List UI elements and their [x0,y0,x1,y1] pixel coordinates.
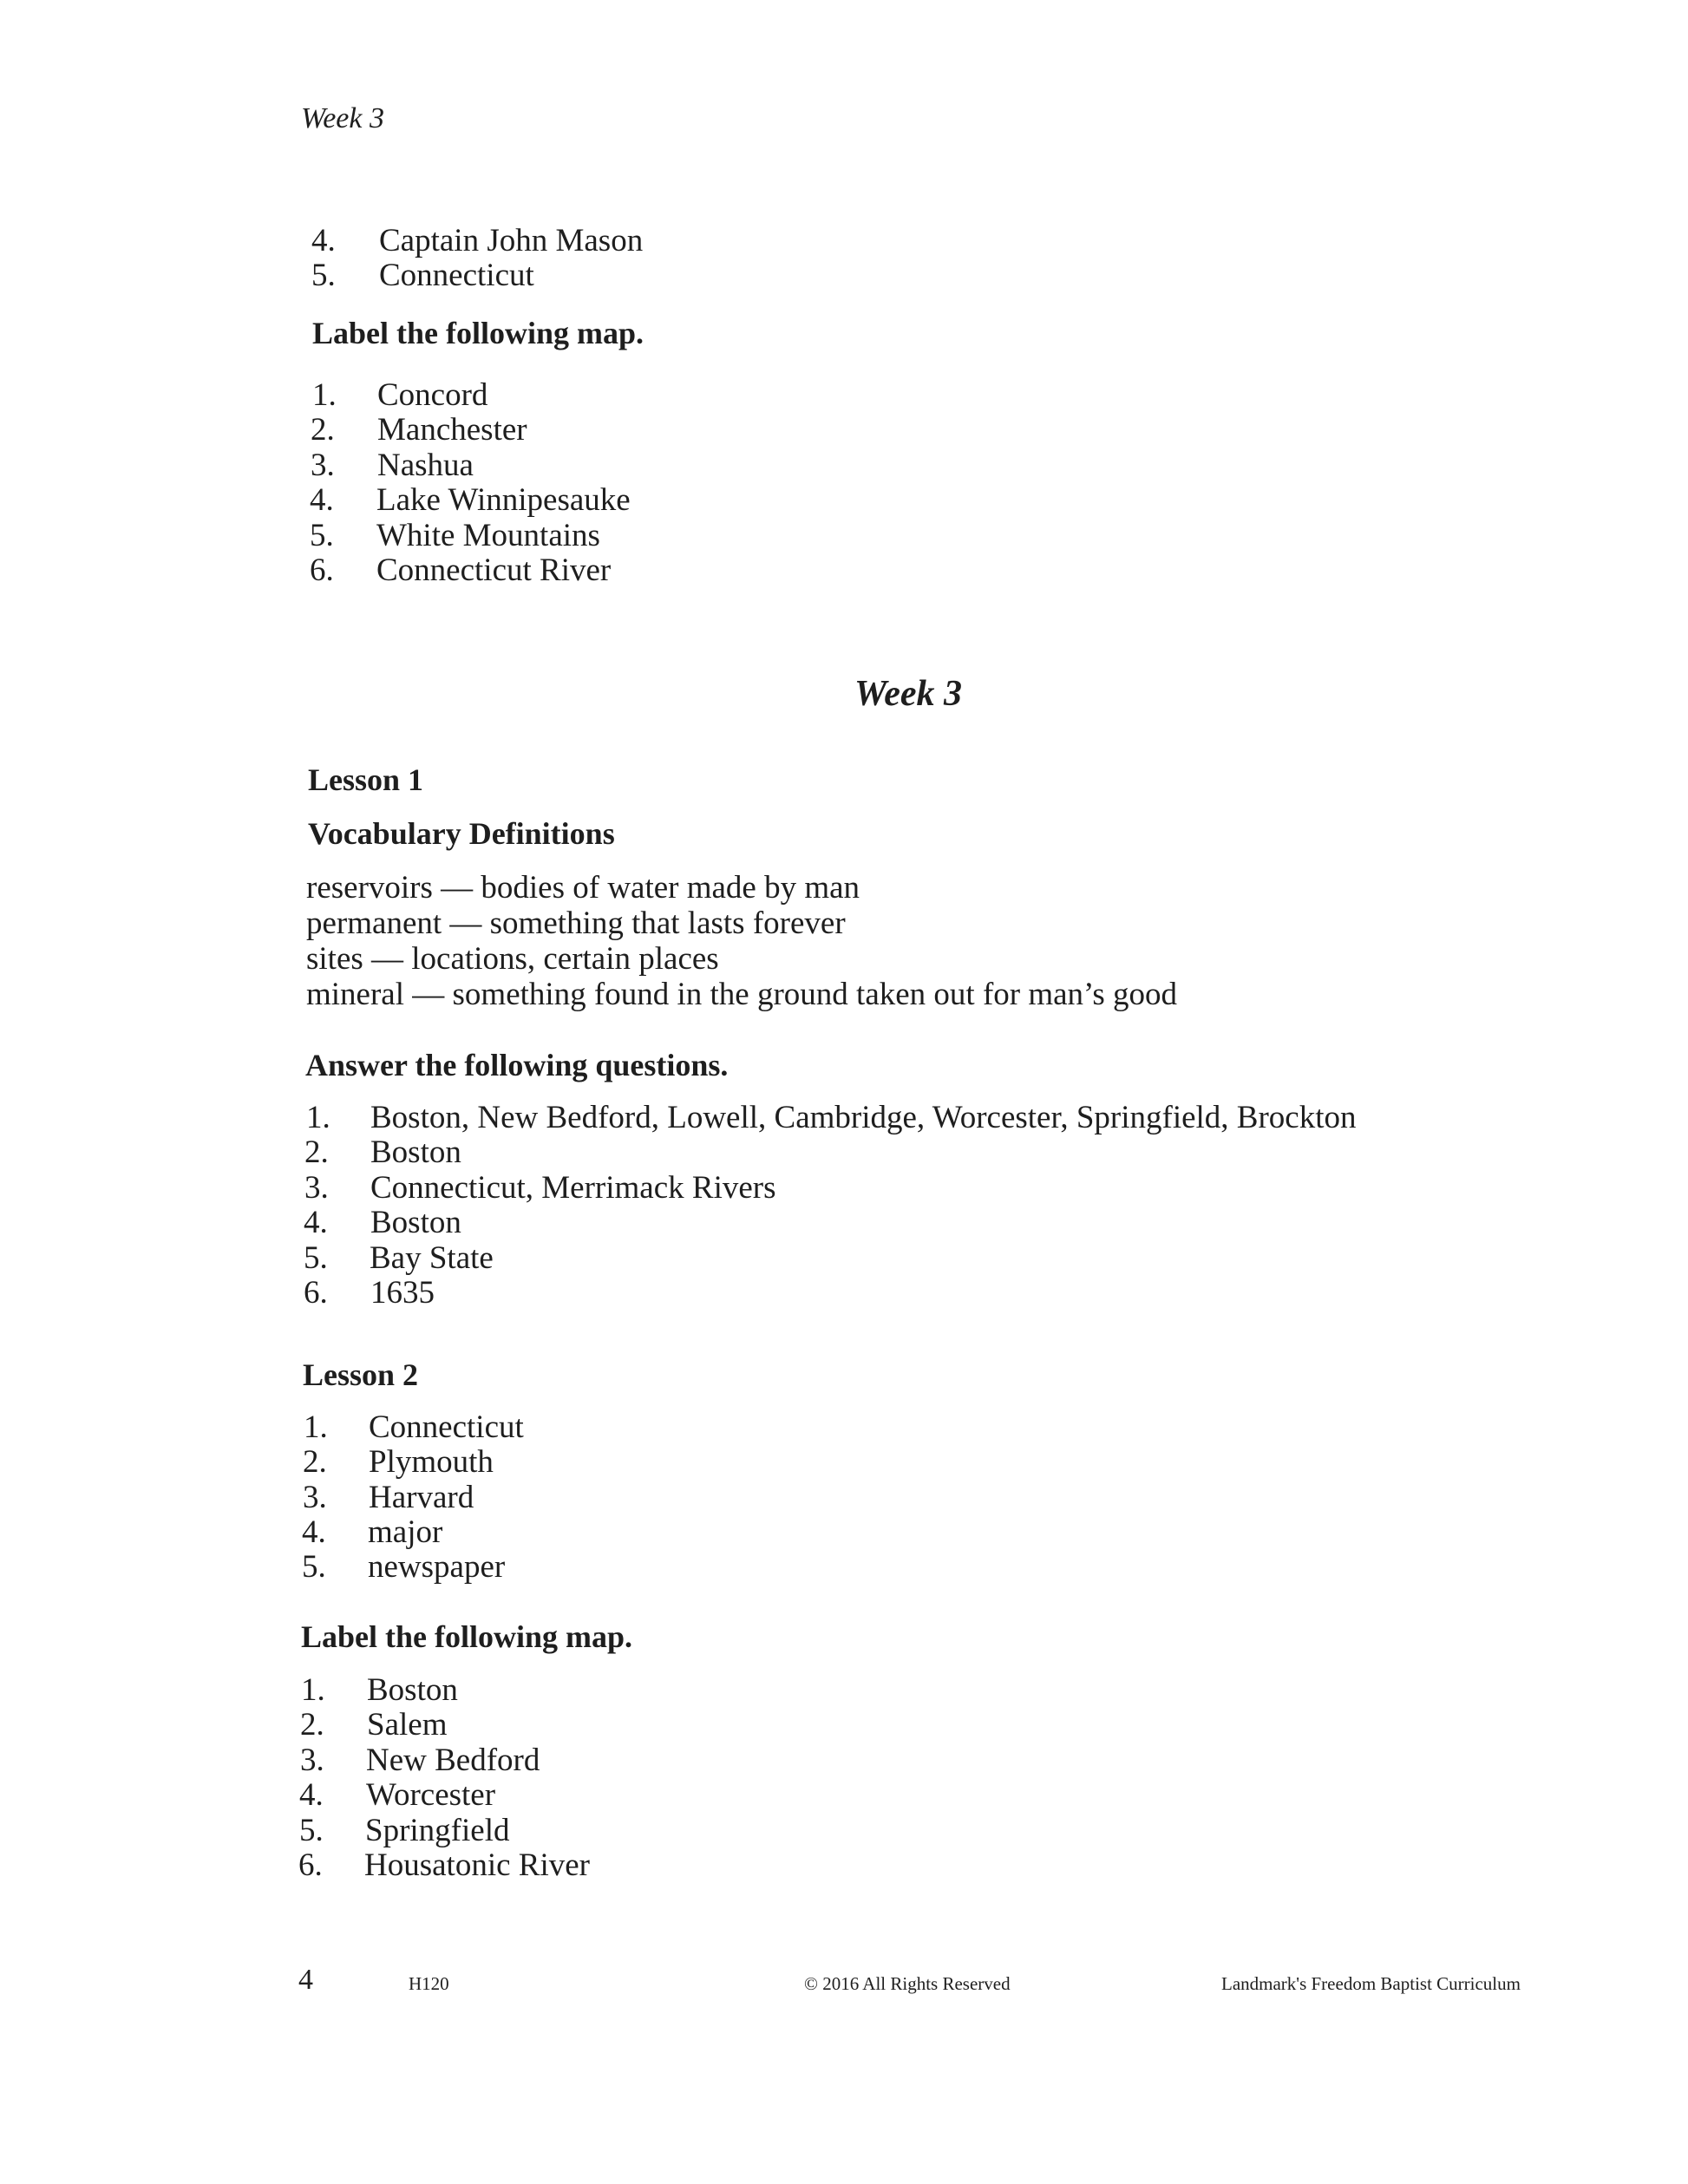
item-number: 3. [303,1480,327,1515]
course-code: H120 [409,1973,449,1994]
item-text: Boston [370,1205,461,1240]
item-text: Manchester [377,412,527,448]
item-text: Connecticut [379,258,534,293]
item-number: 2. [300,1707,324,1743]
item-number: 4. [310,482,334,518]
vocab-definition: something found in the ground taken out for man’s good [452,977,1177,1012]
vocab-entry [306,978,1177,1010]
item-number: 3. [311,448,335,483]
running-header: Week 3 [301,102,384,134]
map-heading: Label the following map. [301,1619,633,1654]
publisher-name: Landmark's Freedom Baptist Curriculum [1221,1973,1521,1994]
item-text: Worcester [366,1777,496,1813]
item-text: Salem [367,1707,448,1743]
lesson2-title: Lesson 2 [303,1357,419,1392]
item-number: 3. [300,1743,324,1778]
item-text: 1635 [370,1275,435,1311]
item-number: 2. [304,1135,329,1170]
item-text: Harvard [369,1480,474,1515]
vocab-term: permanent [306,906,442,941]
item-text: Concord [377,377,488,413]
item-number: 6. [310,553,334,588]
em-dash: — [449,906,482,941]
item-text: Springfield [365,1813,510,1848]
week-title: Week 3 [854,674,963,714]
item-text: Connecticut [369,1409,524,1445]
item-number: 2. [311,412,335,448]
item-number: 5. [311,258,336,293]
item-number: 5. [302,1549,326,1585]
vocab-definition: something that lasts forever [489,906,846,941]
lesson1-title: Lesson 1 [308,762,424,797]
vocab-heading: Vocabulary Definitions [308,816,615,851]
item-number: 5. [299,1813,324,1848]
item-text: Boston [367,1672,458,1708]
em-dash: — [412,977,445,1012]
item-text: Nashua [377,448,474,483]
vocab-entry [306,872,860,904]
item-text: Lake Winnipesauke [376,482,631,518]
item-number: 1. [312,377,337,413]
item-number: 4. [299,1777,324,1813]
vocab-entry [306,907,846,939]
item-text: New Bedford [366,1743,540,1778]
vocab-term: mineral [306,977,405,1012]
item-number: 6. [304,1275,328,1311]
item-number: 1. [306,1100,330,1135]
item-number: 6. [298,1847,323,1883]
item-number: 2. [303,1444,327,1480]
item-text: newspaper [368,1549,506,1585]
item-number: 1. [304,1409,328,1445]
vocab-definition: locations, certain places [411,941,719,977]
item-number: 4. [302,1514,326,1550]
item-text: White Mountains [376,518,600,553]
vocab-entry [306,943,719,975]
item-text: Connecticut, Merrimack Rivers [370,1170,776,1206]
item-number: 1. [301,1672,325,1708]
map-heading: Label the following map. [312,316,644,350]
copyright: © 2016 All Rights Reserved [804,1973,1011,1994]
item-number: 5. [304,1240,328,1276]
item-text: Boston, New Bedford, Lowell, Cambridge, Worcester, Springfield, Brockton [370,1100,1357,1135]
page-number: 4 [298,1964,313,1996]
questions-heading: Answer the following questions. [305,1048,729,1082]
vocab-term: reservoirs [306,870,433,906]
item-text: Plymouth [369,1444,494,1480]
item-number: 4. [304,1205,328,1240]
em-dash: — [371,941,404,977]
item-number: 3. [304,1170,329,1206]
item-text: Boston [370,1135,461,1170]
item-number: 5. [310,518,334,553]
item-text: Captain John Mason [379,223,644,258]
vocab-term: sites [306,941,363,977]
item-text: Connecticut River [376,553,612,588]
item-text: Housatonic River [364,1847,590,1883]
item-number: 4. [311,223,336,258]
vocab-definition: bodies of water made by man [481,870,860,906]
item-text: Bay State [370,1240,494,1276]
item-text: major [368,1514,443,1550]
em-dash: — [441,870,474,906]
